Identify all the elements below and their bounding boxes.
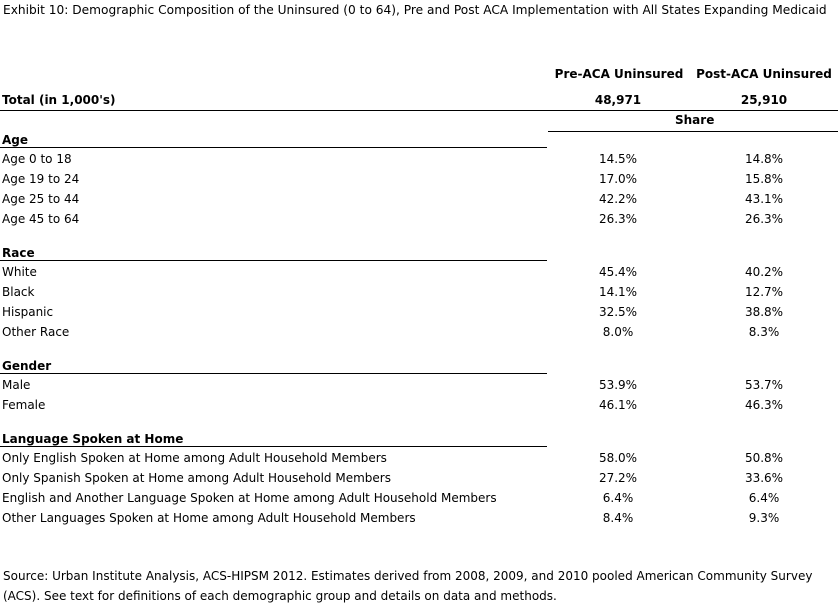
post-aca-value: 53.7%	[744, 378, 784, 392]
row-label: Age 0 to 18	[2, 152, 72, 166]
post-aca-value: 46.3%	[744, 398, 784, 412]
post-aca-value: 38.8%	[744, 305, 784, 319]
row-label: Other Race	[2, 325, 70, 339]
pre-aca-value: 53.9%	[598, 378, 638, 392]
post-aca-value: 15.8%	[744, 172, 784, 186]
row-label: English and Another Language Spoken at Home among Adult Household Members	[2, 491, 497, 505]
row-label: Age 25 to 44	[2, 192, 80, 206]
post-aca-value: 26.3%	[744, 212, 784, 226]
pre-aca-value: 58.0%	[598, 451, 638, 465]
pre-aca-value: 45.4%	[598, 265, 638, 279]
row-label: Age 19 to 24	[2, 172, 80, 186]
section-divider	[0, 446, 547, 447]
total-label: Total (in 1,000's)	[2, 93, 116, 107]
row-label: Other Languages Spoken at Home among Adult Household Members	[2, 511, 416, 525]
pre-aca-value: 6.4%	[602, 491, 634, 505]
row-label: Hispanic	[2, 305, 54, 319]
pre-aca-value: 8.4%	[602, 511, 634, 525]
pre-aca-value: 26.3%	[598, 212, 638, 226]
post-aca-value: 9.3%	[748, 511, 780, 525]
pre-aca-value: 27.2%	[598, 471, 638, 485]
post-aca-value: 33.6%	[744, 471, 784, 485]
total-pre-value: 48,971	[594, 93, 642, 107]
post-aca-value: 8.3%	[748, 325, 780, 339]
column-header-post-aca: Post-ACA Uninsured	[696, 67, 832, 81]
pre-aca-value: 42.2%	[598, 192, 638, 206]
post-aca-value: 6.4%	[748, 491, 780, 505]
post-aca-value: 14.8%	[744, 152, 784, 166]
row-label: Male	[2, 378, 31, 392]
section-divider	[0, 260, 547, 261]
section-heading: Language Spoken at Home	[2, 432, 184, 446]
section-heading: Age	[2, 133, 29, 147]
section-divider	[0, 373, 547, 374]
section-heading: Gender	[2, 359, 52, 373]
pre-aca-value: 32.5%	[598, 305, 638, 319]
row-label: White	[2, 265, 37, 279]
share-divider	[548, 131, 838, 132]
pre-aca-value: 14.1%	[598, 285, 638, 299]
column-header-pre-aca: Pre-ACA Uninsured	[554, 67, 684, 81]
section-divider	[0, 147, 547, 148]
post-aca-value: 12.7%	[744, 285, 784, 299]
post-aca-value: 40.2%	[744, 265, 784, 279]
share-label: Share	[675, 113, 715, 127]
row-label: Female	[2, 398, 46, 412]
post-aca-value: 50.8%	[744, 451, 784, 465]
source-note: Source: Urban Institute Analysis, ACS-HIPSM 2012. Estimates derived from 2008, 2009, and 2010 pooled American Community Survey (ACS). See text for definitions of each demographic group and details on data and methods.	[3, 569, 813, 603]
row-label: Only English Spoken at Home among Adult Household Members	[2, 451, 387, 465]
pre-aca-value: 46.1%	[598, 398, 638, 412]
post-aca-value: 43.1%	[744, 192, 784, 206]
pre-aca-value: 14.5%	[598, 152, 638, 166]
exhibit-title: Exhibit 10: Demographic Composition of the Uninsured (0 to 64), Pre and Post ACA Implementation with All States Expanding Medicaid	[3, 3, 827, 17]
pre-aca-value: 8.0%	[602, 325, 634, 339]
section-heading: Race	[2, 246, 35, 260]
total-post-value: 25,910	[740, 93, 788, 107]
pre-aca-value: 17.0%	[598, 172, 638, 186]
row-label: Only Spanish Spoken at Home among Adult Household Members	[2, 471, 391, 485]
row-label: Age 45 to 64	[2, 212, 80, 226]
row-label: Black	[2, 285, 35, 299]
